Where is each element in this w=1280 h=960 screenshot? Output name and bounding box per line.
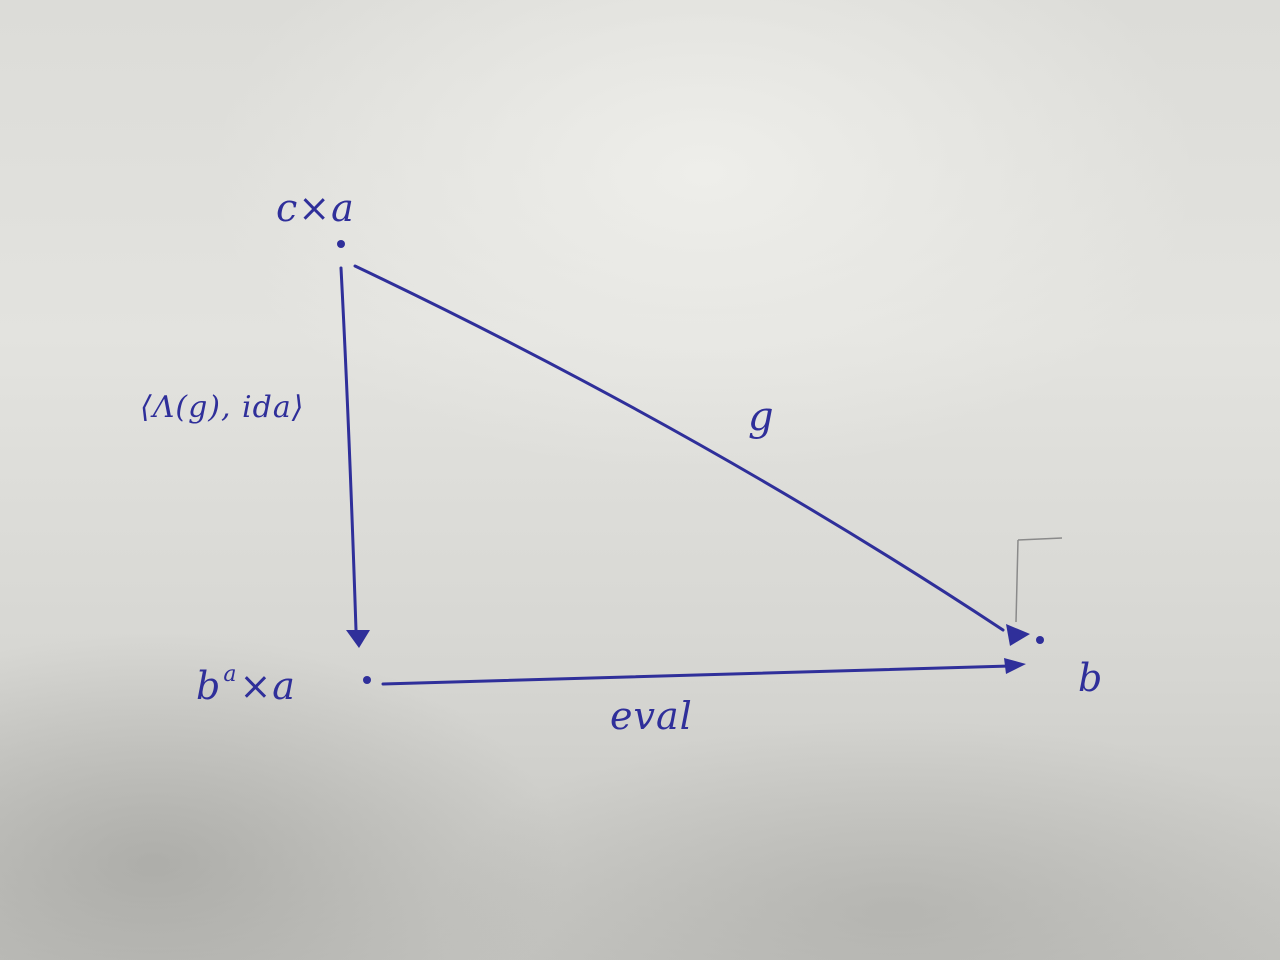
node-label-base: b — [196, 664, 222, 708]
edge-label-diagonal: g — [748, 394, 775, 440]
horizontal-arrowhead — [1004, 658, 1026, 674]
vertical-arrow-line — [341, 268, 356, 630]
diagonal-arrowhead — [1006, 624, 1030, 646]
node-dot-right — [1036, 636, 1044, 644]
vertical-arrowhead — [346, 630, 370, 648]
node-label-bottom-left — [196, 664, 296, 708]
node-dot-top — [337, 240, 345, 248]
edge-label-vertical: ⟨Λ(g), ida⟩ — [140, 390, 305, 425]
node-label-suffix: ×a — [239, 664, 296, 708]
node-dot-bottom-left — [363, 676, 371, 684]
diagonal-arrow-line — [355, 266, 1003, 630]
edge-label-horizontal: eval — [610, 694, 693, 738]
pencil-mark — [1016, 538, 1062, 622]
node-label-top: c×a — [276, 186, 355, 230]
horizontal-arrow-line — [383, 666, 1010, 684]
node-label-right: b — [1078, 656, 1104, 700]
node-label-exponent: a — [223, 662, 238, 687]
